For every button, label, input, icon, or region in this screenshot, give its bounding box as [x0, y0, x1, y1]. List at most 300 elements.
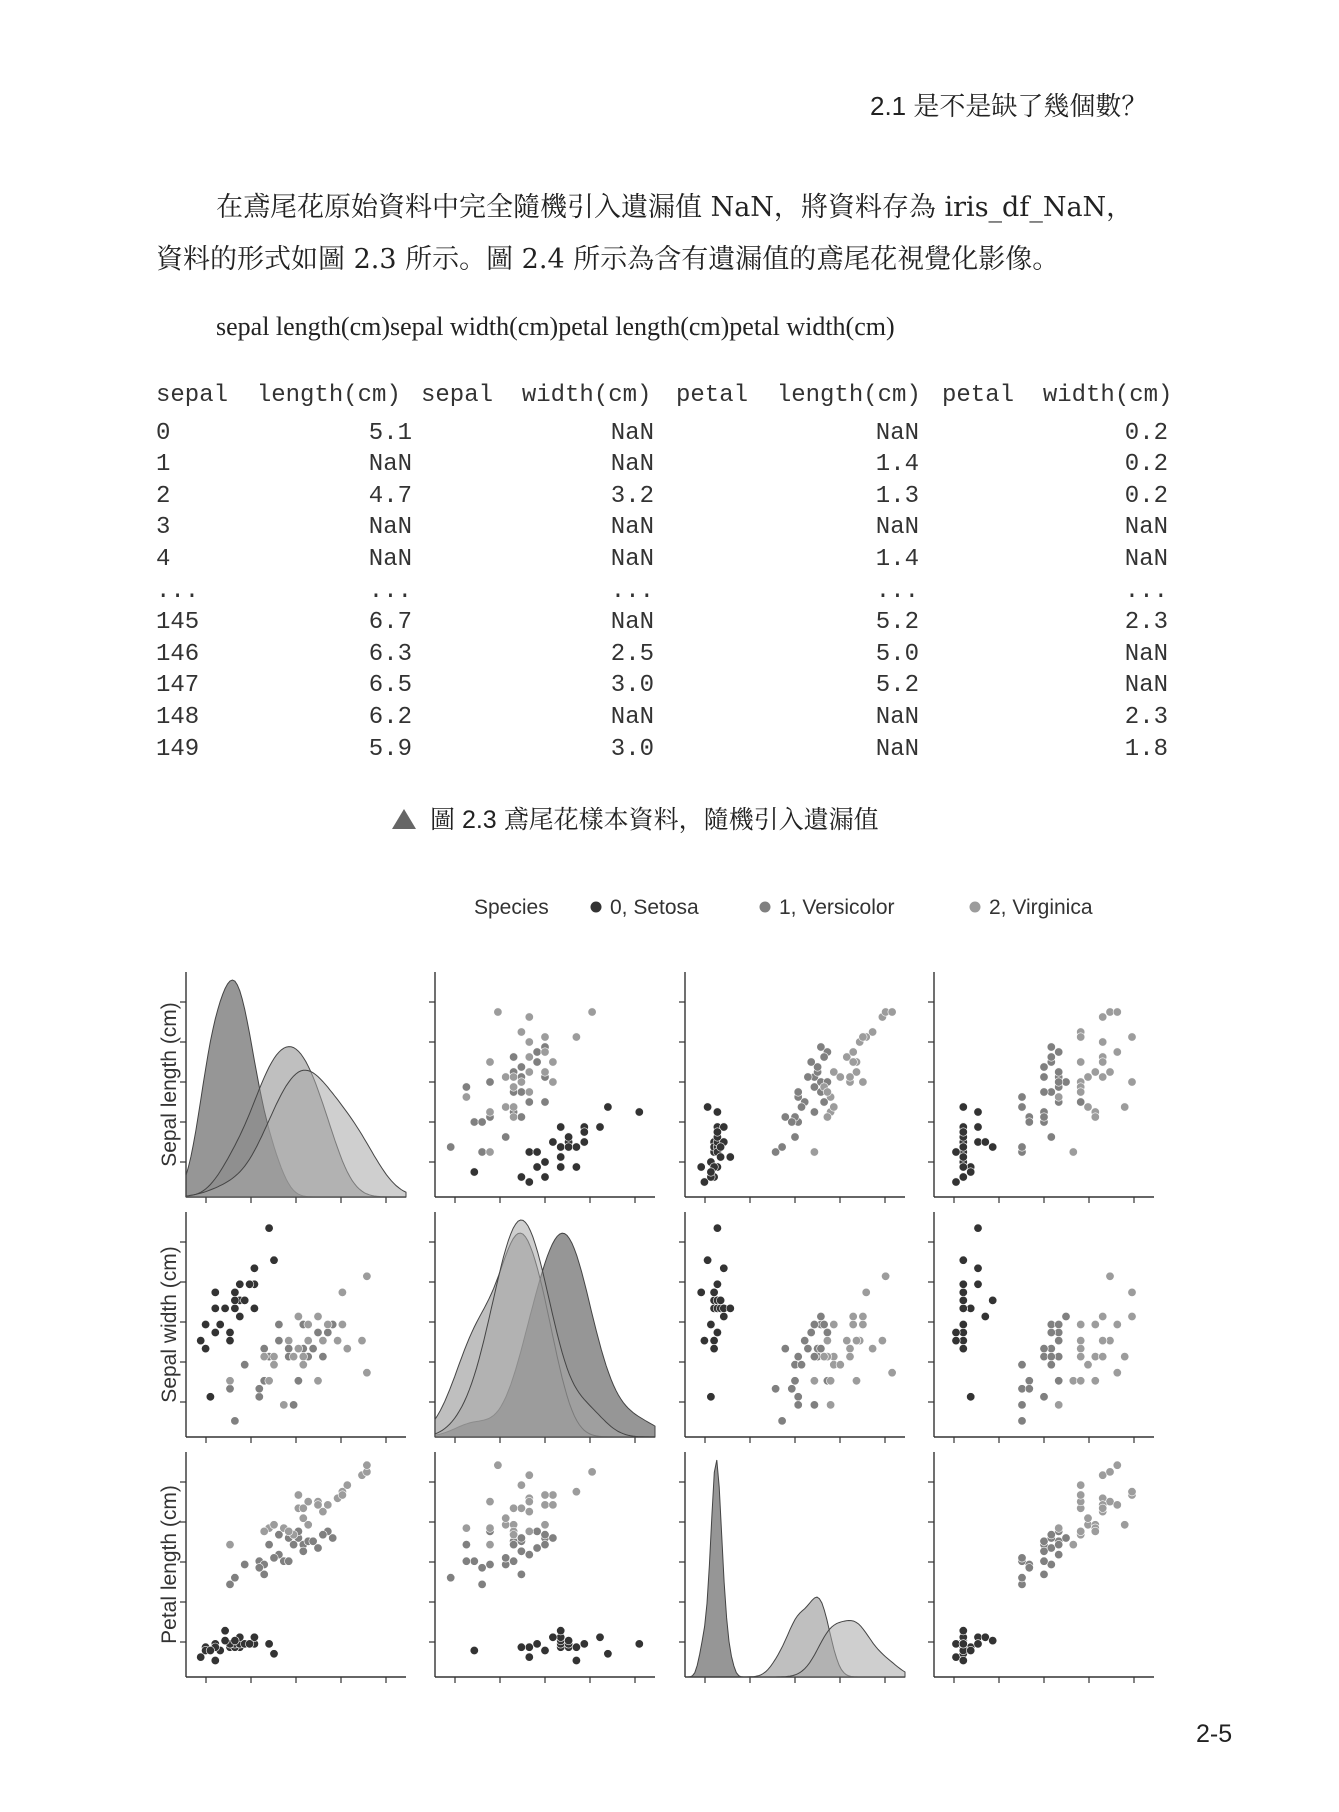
scatter-point — [859, 1033, 867, 1041]
scatter-point — [270, 1256, 278, 1264]
scatter-point — [541, 1646, 549, 1654]
scatter-point — [849, 1312, 857, 1320]
scatter-point — [517, 1113, 525, 1121]
scatter-point — [1113, 1008, 1121, 1016]
scatter-point — [1106, 1468, 1114, 1476]
scatter-point — [700, 1336, 708, 1344]
scatter-point — [564, 1133, 572, 1141]
scatter-point — [797, 1103, 805, 1111]
scatter-point — [823, 1088, 831, 1096]
scatter-point — [478, 1148, 486, 1156]
scatter-point — [314, 1312, 322, 1320]
scatter-point — [294, 1377, 302, 1385]
scatter-point — [959, 1304, 967, 1312]
scatter-point — [1106, 1068, 1114, 1076]
scatter-point — [226, 1385, 234, 1393]
scatter-point — [1077, 1344, 1085, 1352]
row-index: 4 — [156, 545, 171, 573]
scatter-point — [1040, 1344, 1048, 1352]
table-row — [156, 546, 1176, 578]
scatter-point — [820, 1053, 828, 1061]
scatter-point — [1055, 1048, 1063, 1056]
scatter-point — [250, 1304, 258, 1312]
table-cell: NaN — [610, 514, 655, 542]
scatter-point — [541, 1531, 549, 1539]
scatter-point — [1099, 1073, 1107, 1081]
scatter-point — [509, 1053, 517, 1061]
scatter-point — [509, 1557, 517, 1565]
scatter-point — [260, 1352, 268, 1360]
scatter-point — [486, 1108, 494, 1116]
scatter-point — [810, 1148, 818, 1156]
scatter-point — [989, 1296, 997, 1304]
scatter-point — [1047, 1352, 1055, 1360]
scatter-point — [478, 1118, 486, 1126]
scatter-point — [1121, 1521, 1129, 1529]
scatter-point — [525, 1148, 533, 1156]
scatter-point — [981, 1138, 989, 1146]
scatter-point — [319, 1336, 327, 1344]
scatter-point — [1055, 1093, 1063, 1101]
scatter-point — [462, 1083, 470, 1091]
scatter-point — [231, 1288, 239, 1296]
scatter-point — [959, 1344, 967, 1352]
scatter-point — [791, 1377, 799, 1385]
scatter-point — [221, 1304, 229, 1312]
scatter-point — [255, 1564, 263, 1572]
scatter-point — [509, 1073, 517, 1081]
scatter-point — [1128, 1488, 1136, 1496]
table-cell: NaN — [1124, 514, 1169, 542]
scatter-point — [588, 1008, 596, 1016]
scatter-point — [862, 1288, 870, 1296]
scatter-point — [810, 1083, 818, 1091]
scatter-point — [1040, 1570, 1048, 1578]
scatter-point — [533, 1544, 541, 1552]
scatter-point — [1077, 1098, 1085, 1106]
scatter-point — [525, 1088, 533, 1096]
scatter-point — [270, 1521, 278, 1529]
scatter-point — [1055, 1540, 1063, 1548]
scatter-point — [358, 1336, 366, 1344]
table-cell: 3.0 — [610, 672, 655, 700]
scatter-point — [1047, 1361, 1055, 1369]
data-table — [156, 382, 1176, 767]
scatter-point — [1113, 1048, 1121, 1056]
scatter-point — [486, 1560, 494, 1568]
scatter-point — [959, 1128, 967, 1136]
scatter-point — [525, 1068, 533, 1076]
scatter-point — [509, 1540, 517, 1548]
scatter-point — [817, 1344, 825, 1352]
scatter-point — [846, 1344, 854, 1352]
scatter-point — [1069, 1540, 1077, 1548]
scatter-point — [981, 1312, 989, 1320]
scatter-point — [363, 1272, 371, 1280]
scatter-point — [285, 1527, 293, 1535]
scatter-point — [1047, 1053, 1055, 1061]
scatter-point — [270, 1352, 278, 1360]
scatter-point — [572, 1656, 580, 1664]
scatter-point — [470, 1118, 478, 1126]
scatter-point — [270, 1650, 278, 1658]
scatter-point — [580, 1138, 588, 1146]
scatter-point — [716, 1143, 724, 1151]
scatter-point — [517, 1173, 525, 1181]
table-header-row — [156, 382, 1176, 414]
scatter-point — [314, 1377, 322, 1385]
table-cell: NaN — [875, 703, 920, 731]
scatter-point — [791, 1133, 799, 1141]
scatter-point — [1055, 1078, 1063, 1086]
table-cell: NaN — [875, 514, 920, 542]
scatter-point — [525, 1053, 533, 1061]
table-cell: ... — [875, 577, 920, 605]
scatter-point — [710, 1344, 718, 1352]
scatter-point — [309, 1344, 317, 1352]
scatter-point — [216, 1320, 224, 1328]
scatter-point — [572, 1488, 580, 1496]
scatter-point — [564, 1143, 572, 1151]
scatter-point — [250, 1264, 258, 1272]
row-index: 145 — [156, 609, 200, 637]
scatter-point — [726, 1304, 734, 1312]
scatter-point — [888, 1369, 896, 1377]
scatter-point — [1062, 1312, 1070, 1320]
scatter-point — [486, 1058, 494, 1066]
column-header: sepal width(cm) — [421, 382, 652, 409]
scatter-point — [1018, 1143, 1026, 1151]
scatter-point — [1069, 1148, 1077, 1156]
scatter-point — [299, 1504, 307, 1512]
scatter-point — [1128, 1288, 1136, 1296]
section-header: 2.1 是不是缺了幾個數？ — [870, 91, 1148, 121]
row-index: 146 — [156, 640, 200, 668]
scatter-point — [1099, 1336, 1107, 1344]
scatter-point — [549, 1501, 557, 1509]
table-cell: 3.2 — [610, 482, 655, 510]
table-row — [156, 641, 1176, 673]
scatter-point — [289, 1401, 297, 1409]
scatter-point — [846, 1073, 854, 1081]
scatter-point — [849, 1320, 857, 1328]
scatter-point — [967, 1646, 975, 1654]
scatter-point — [967, 1168, 975, 1176]
row-index: 1 — [156, 451, 171, 479]
scatter-point — [231, 1296, 239, 1304]
scatter-point — [989, 1636, 997, 1644]
legend-marker — [591, 902, 602, 913]
scatter-point — [525, 1497, 533, 1505]
table-cell: 5.2 — [875, 672, 920, 700]
scatter-point — [959, 1256, 967, 1264]
scatter-point — [478, 1564, 486, 1572]
scatter-point — [1040, 1063, 1048, 1071]
scatter-point — [314, 1544, 322, 1552]
scatter-point — [572, 1143, 580, 1151]
scatter-point — [959, 1103, 967, 1111]
scatter-point — [959, 1143, 967, 1151]
scatter-point — [517, 1570, 525, 1578]
scatter-point — [707, 1320, 715, 1328]
scatter-point — [241, 1560, 249, 1568]
scatter-point — [788, 1385, 796, 1393]
scatter-point — [1077, 1527, 1085, 1535]
scatter-point — [959, 1640, 967, 1648]
table-cell: NaN — [368, 451, 413, 479]
scatter-point — [830, 1320, 838, 1328]
scatter-point — [635, 1640, 643, 1648]
table-cell: 5.9 — [368, 735, 413, 763]
row-axis-label: Petal length (cm) — [158, 1485, 181, 1644]
scatter-point — [1077, 1481, 1085, 1489]
legend-title: Species — [474, 896, 549, 919]
scatter-point — [525, 1098, 533, 1106]
scatter-point — [564, 1636, 572, 1644]
scatter-point — [502, 1103, 510, 1111]
scatter-point — [333, 1336, 341, 1344]
table-cell: 6.3 — [368, 640, 413, 668]
scatter-point — [525, 1527, 533, 1535]
scatter-point — [525, 1550, 533, 1558]
scatter-point — [1062, 1534, 1070, 1542]
scatter-point — [726, 1153, 734, 1161]
row-axis-label: Sepal width (cm) — [158, 1246, 181, 1403]
scatter-point — [557, 1153, 565, 1161]
scatter-point — [494, 1461, 502, 1469]
scatter-point — [462, 1540, 470, 1548]
table-cell: 2.5 — [610, 640, 655, 668]
scatter-point — [794, 1401, 802, 1409]
table-cell: 6.2 — [368, 703, 413, 731]
scatter-point — [801, 1336, 809, 1344]
scatter-point — [541, 1521, 549, 1529]
scatter-point — [338, 1320, 346, 1328]
table-cell: NaN — [368, 514, 413, 542]
scatter-point — [826, 1377, 834, 1385]
pairplot-figure — [0, 870, 1339, 1714]
scatter-point — [713, 1224, 721, 1232]
scatter-point — [836, 1073, 844, 1081]
legend-entry: 2, Virginica — [989, 896, 1093, 919]
scatter-point — [989, 1143, 997, 1151]
scatter-point — [285, 1344, 293, 1352]
scatter-point — [478, 1580, 486, 1588]
scatter-point — [231, 1417, 239, 1425]
paragraph-line-1: 在鳶尾花原始資料中完全隨機引入遺漏值 NaN，將資料存為 iris_df_NaN， — [216, 192, 1134, 223]
row-index: 0 — [156, 419, 171, 447]
scatter-point — [314, 1501, 322, 1509]
scatter-point — [319, 1352, 327, 1360]
scatter-point — [525, 1643, 533, 1651]
scatter-point — [541, 1098, 549, 1106]
scatter-point — [1099, 1312, 1107, 1320]
scatter-point — [502, 1133, 510, 1141]
scatter-point — [707, 1168, 715, 1176]
table-cell: ... — [610, 577, 655, 605]
column-names-line: sepal length(cm)sepal width(cm)petal length(cm)petal width(cm) — [216, 312, 895, 341]
scatter-point — [549, 1058, 557, 1066]
scatter-point — [486, 1497, 494, 1505]
scatter-point — [241, 1361, 249, 1369]
scatter-point — [343, 1344, 351, 1352]
table-cell: 1.3 — [875, 482, 920, 510]
scatter-point — [959, 1296, 967, 1304]
scatter-point — [226, 1328, 234, 1336]
scatter-point — [462, 1557, 470, 1565]
scatter-point — [697, 1163, 705, 1171]
table-cell: 5.1 — [368, 419, 413, 447]
scatter-point — [713, 1280, 721, 1288]
scatter-point — [1055, 1336, 1063, 1344]
scatter-point — [255, 1385, 263, 1393]
table-row — [156, 483, 1176, 515]
scatter-point — [794, 1393, 802, 1401]
scatter-point — [852, 1377, 860, 1385]
scatter-point — [299, 1352, 307, 1360]
scatter-point — [502, 1514, 510, 1522]
scatter-point — [846, 1352, 854, 1360]
page-number: 2-5 — [1196, 1720, 1233, 1748]
table-cell: ... — [1124, 577, 1169, 605]
scatter-point — [588, 1468, 596, 1476]
scatter-point — [304, 1336, 312, 1344]
legend-entry: 0, Setosa — [610, 896, 699, 919]
scatter-point — [710, 1336, 718, 1344]
triangle-icon — [392, 809, 416, 829]
table-cell: NaN — [610, 419, 655, 447]
body-paragraph — [156, 182, 1186, 286]
scatter-point — [836, 1361, 844, 1369]
scatter-point — [206, 1393, 214, 1401]
row-index: 147 — [156, 672, 200, 700]
scatter-point — [502, 1073, 510, 1081]
scatter-point — [804, 1073, 812, 1081]
scatter-point — [580, 1640, 588, 1648]
table-cell: 1.4 — [875, 545, 920, 573]
scatter-point — [294, 1344, 302, 1352]
scatter-point — [716, 1296, 724, 1304]
scatter-point — [823, 1336, 831, 1344]
table-cell: 0.2 — [1124, 482, 1169, 510]
scatter-point — [285, 1557, 293, 1565]
scatter-point — [517, 1078, 525, 1086]
table-cell: 1.4 — [875, 451, 920, 479]
scatter-point — [1077, 1058, 1085, 1066]
scatter-point — [807, 1058, 815, 1066]
scatter-point — [952, 1328, 960, 1336]
scatter-point — [868, 1344, 876, 1352]
scatter-point — [1047, 1133, 1055, 1141]
scatter-point — [974, 1123, 982, 1131]
scatter-point — [810, 1377, 818, 1385]
scatter-point — [517, 1534, 525, 1542]
scatter-point — [1084, 1103, 1092, 1111]
scatter-point — [231, 1574, 239, 1582]
scatter-point — [231, 1304, 239, 1312]
scatter-point — [720, 1264, 728, 1272]
column-header: sepal length(cm) — [156, 382, 401, 409]
scatter-point — [572, 1163, 580, 1171]
scatter-point — [486, 1524, 494, 1532]
scatter-point — [324, 1320, 332, 1328]
scatter-point — [299, 1547, 307, 1555]
scatter-point — [1018, 1554, 1026, 1562]
scatter-point — [1018, 1361, 1026, 1369]
scatter-point — [1040, 1557, 1048, 1565]
scatter-point — [549, 1534, 557, 1542]
scatter-point — [820, 1320, 828, 1328]
scatter-point — [1025, 1564, 1033, 1572]
scatter-point — [1091, 1320, 1099, 1328]
scatter-point — [974, 1264, 982, 1272]
scatter-point — [206, 1646, 214, 1654]
scatter-point — [817, 1312, 825, 1320]
legend-marker — [970, 902, 981, 913]
pairplot-svg — [0, 870, 1339, 1710]
table-cell: 1.8 — [1124, 735, 1169, 763]
scatter-point — [1018, 1093, 1026, 1101]
table-cell: NaN — [1124, 672, 1169, 700]
scatter-point — [324, 1328, 332, 1336]
scatter-point — [549, 1078, 557, 1086]
scatter-point — [280, 1401, 288, 1409]
scatter-point — [1055, 1524, 1063, 1532]
scatter-point — [226, 1540, 234, 1548]
scatter-point — [533, 1163, 541, 1171]
scatter-point — [859, 1312, 867, 1320]
scatter-point — [810, 1401, 818, 1409]
scatter-point — [211, 1328, 219, 1336]
table-cell: NaN — [610, 451, 655, 479]
scatter-point — [1099, 1058, 1107, 1066]
scatter-point — [797, 1361, 805, 1369]
scatter-point — [275, 1320, 283, 1328]
scatter-point — [314, 1328, 322, 1336]
scatter-point — [265, 1640, 273, 1648]
scatter-point — [226, 1377, 234, 1385]
scatter-point — [1091, 1527, 1099, 1535]
scatter-point — [447, 1574, 455, 1582]
table-cell: 5.2 — [875, 609, 920, 637]
scatter-point — [486, 1148, 494, 1156]
scatter-point — [289, 1352, 297, 1360]
scatter-point — [849, 1048, 857, 1056]
scatter-point — [255, 1393, 263, 1401]
scatter-point — [338, 1491, 346, 1499]
scatter-point — [197, 1336, 205, 1344]
table-row — [156, 451, 1176, 483]
scatter-point — [1077, 1377, 1085, 1385]
scatter-point — [549, 1633, 557, 1641]
scatter-point — [462, 1524, 470, 1532]
scatter-point — [1113, 1501, 1121, 1509]
scatter-point — [1077, 1320, 1085, 1328]
column-header: petal length(cm) — [676, 382, 921, 409]
scatter-point — [299, 1361, 307, 1369]
table-row — [156, 672, 1176, 704]
scatter-point — [338, 1288, 346, 1296]
legend-marker — [760, 902, 771, 913]
scatter-point — [541, 1501, 549, 1509]
scatter-point — [221, 1627, 229, 1635]
scatter-point — [804, 1344, 812, 1352]
table-cell: NaN — [875, 419, 920, 447]
scatter-point — [778, 1143, 786, 1151]
table-cell: NaN — [610, 545, 655, 573]
scatter-point — [1091, 1068, 1099, 1076]
scatter-point — [959, 1163, 967, 1171]
